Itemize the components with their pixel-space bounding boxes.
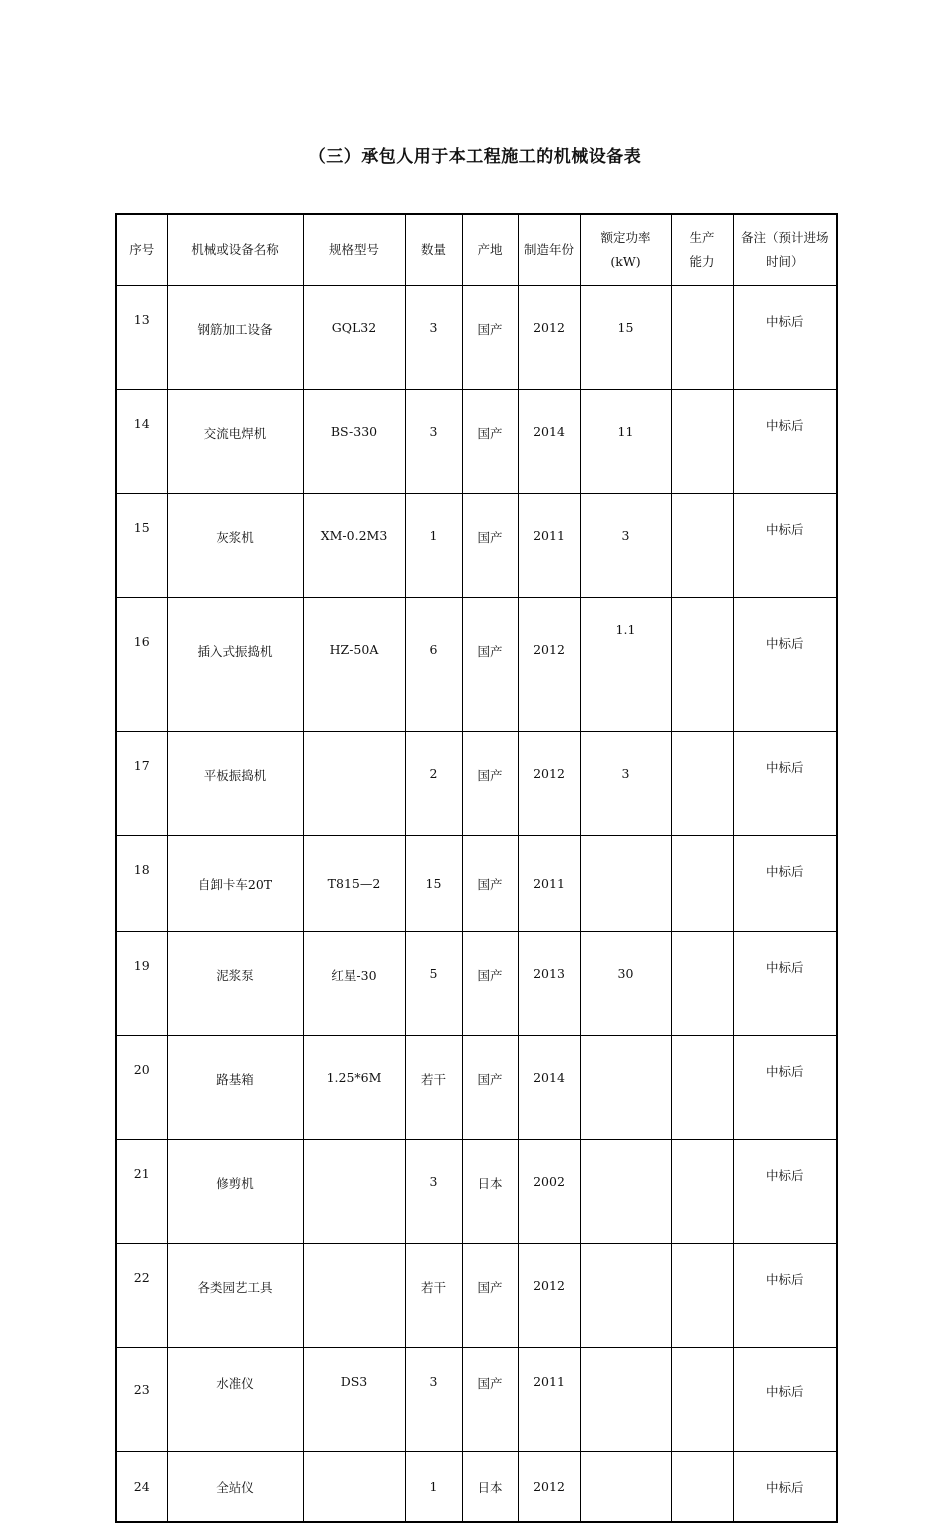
- cell-name: 自卸卡车20T: [167, 836, 303, 932]
- header-capacity-line2: 能力: [689, 254, 715, 269]
- cell-remark: 中标后: [733, 932, 837, 1036]
- cell-seq: 19: [116, 932, 167, 1036]
- cell-model: [303, 732, 405, 836]
- cell-model: GQL32: [303, 286, 405, 390]
- cell-power: 30: [580, 932, 671, 1036]
- cell-seq: 20: [116, 1036, 167, 1140]
- cell-remark: 中标后: [733, 494, 837, 598]
- cell-qty: 15: [405, 836, 462, 932]
- cell-remark: 中标后: [733, 1348, 837, 1452]
- cell-name: 全站仪: [167, 1452, 303, 1523]
- page-title: （三）承包人用于本工程施工的机械设备表: [308, 147, 642, 167]
- cell-origin: 国产: [462, 1036, 518, 1140]
- cell-seq: 21: [116, 1140, 167, 1244]
- cell-year: 2012: [518, 732, 580, 836]
- cell-origin: 日本: [462, 1140, 518, 1244]
- cell-year: 2011: [518, 1348, 580, 1452]
- cell-capacity: [671, 1036, 733, 1140]
- cell-origin: 国产: [462, 1348, 518, 1452]
- cell-power: [580, 1348, 671, 1452]
- cell-year: 2013: [518, 932, 580, 1036]
- cell-model: 1.25*6M: [303, 1036, 405, 1140]
- cell-capacity: [671, 732, 733, 836]
- cell-seq: 23: [116, 1348, 167, 1452]
- cell-name: 平板振捣机: [167, 732, 303, 836]
- cell-seq: 16: [116, 598, 167, 732]
- cell-power: 11: [580, 390, 671, 494]
- cell-remark: 中标后: [733, 1452, 837, 1523]
- cell-capacity: [671, 1452, 733, 1523]
- cell-power: [580, 836, 671, 932]
- cell-seq: 14: [116, 390, 167, 494]
- cell-qty: 6: [405, 598, 462, 732]
- table-row: [116, 598, 837, 732]
- cell-name: 灰浆机: [167, 494, 303, 598]
- cell-year: 2012: [518, 1244, 580, 1348]
- cell-model: DS3: [303, 1348, 405, 1452]
- table-row: [116, 286, 837, 390]
- header-row: [116, 214, 837, 286]
- cell-name: 水准仪: [167, 1348, 303, 1452]
- cell-origin: 国产: [462, 836, 518, 932]
- header-power-line1: 额定功率: [600, 230, 651, 245]
- cell-origin: 国产: [462, 494, 518, 598]
- table-row: [116, 494, 837, 598]
- cell-seq: 18: [116, 836, 167, 932]
- table-row: [116, 390, 837, 494]
- cell-qty: 1: [405, 494, 462, 598]
- header-origin: 产地: [462, 214, 518, 286]
- cell-year: 2014: [518, 390, 580, 494]
- cell-capacity: [671, 1348, 733, 1452]
- cell-year: 2002: [518, 1140, 580, 1244]
- cell-capacity: [671, 1244, 733, 1348]
- cell-capacity: [671, 286, 733, 390]
- header-capacity: [671, 214, 733, 286]
- header-capacity-line1: 生产: [689, 230, 715, 245]
- cell-remark: 中标后: [733, 1140, 837, 1244]
- cell-year: 2012: [518, 286, 580, 390]
- cell-name: 钢筋加工设备: [167, 286, 303, 390]
- header-power-line2: (kW): [610, 254, 641, 269]
- cell-name: 路基箱: [167, 1036, 303, 1140]
- cell-remark: 中标后: [733, 836, 837, 932]
- cell-power: [580, 1452, 671, 1523]
- cell-seq: 22: [116, 1244, 167, 1348]
- cell-qty: 3: [405, 1348, 462, 1452]
- table-row: [116, 1244, 837, 1348]
- cell-power: 3: [580, 732, 671, 836]
- cell-model: HZ-50A: [303, 598, 405, 732]
- cell-seq: 15: [116, 494, 167, 598]
- header-seq: 序号: [116, 214, 167, 286]
- cell-model: [303, 1452, 405, 1523]
- table-row: [116, 732, 837, 836]
- cell-year: 2012: [518, 1452, 580, 1523]
- header-model: 规格型号: [303, 214, 405, 286]
- cell-origin: 国产: [462, 932, 518, 1036]
- cell-model: BS-330: [303, 390, 405, 494]
- cell-power: 1.1: [580, 598, 671, 732]
- table-row: [116, 1348, 837, 1452]
- cell-remark: 中标后: [733, 1244, 837, 1348]
- cell-qty: 若干: [405, 1036, 462, 1140]
- table-row: [116, 1140, 837, 1244]
- cell-qty: 3: [405, 286, 462, 390]
- cell-capacity: [671, 836, 733, 932]
- table-row: [116, 1452, 837, 1523]
- cell-origin: 日本: [462, 1452, 518, 1523]
- cell-capacity: [671, 494, 733, 598]
- cell-origin: 国产: [462, 286, 518, 390]
- cell-qty: 1: [405, 1452, 462, 1523]
- cell-power: [580, 1036, 671, 1140]
- cell-seq: 17: [116, 732, 167, 836]
- cell-model: 红星-30: [303, 932, 405, 1036]
- cell-qty: 若干: [405, 1244, 462, 1348]
- cell-capacity: [671, 932, 733, 1036]
- cell-name: 交流电焊机: [167, 390, 303, 494]
- cell-qty: 3: [405, 390, 462, 494]
- header-remark-line1: 备注（预计进场: [740, 230, 829, 245]
- cell-remark: 中标后: [733, 390, 837, 494]
- header-year: 制造年份: [518, 214, 580, 286]
- cell-origin: 国产: [462, 598, 518, 732]
- cell-power: 15: [580, 286, 671, 390]
- cell-model: [303, 1140, 405, 1244]
- equipment-table: [115, 213, 838, 1523]
- cell-power: [580, 1140, 671, 1244]
- cell-qty: 3: [405, 1140, 462, 1244]
- cell-year: 2012: [518, 598, 580, 732]
- cell-origin: 国产: [462, 732, 518, 836]
- cell-remark: 中标后: [733, 732, 837, 836]
- cell-capacity: [671, 1140, 733, 1244]
- header-name: 机械或设备名称: [167, 214, 303, 286]
- cell-name: 修剪机: [167, 1140, 303, 1244]
- cell-name: 各类园艺工具: [167, 1244, 303, 1348]
- cell-name: 插入式振捣机: [167, 598, 303, 732]
- cell-qty: 2: [405, 732, 462, 836]
- table-row: [116, 932, 837, 1036]
- cell-model: XM-0.2M3: [303, 494, 405, 598]
- cell-remark: 中标后: [733, 1036, 837, 1140]
- cell-origin: 国产: [462, 390, 518, 494]
- header-remark: [733, 214, 837, 286]
- cell-year: 2014: [518, 1036, 580, 1140]
- cell-origin: 国产: [462, 1244, 518, 1348]
- cell-capacity: [671, 390, 733, 494]
- cell-model: [303, 1244, 405, 1348]
- table-row: [116, 1036, 837, 1140]
- cell-year: 2011: [518, 494, 580, 598]
- cell-qty: 5: [405, 932, 462, 1036]
- cell-seq: 13: [116, 286, 167, 390]
- header-power: [580, 214, 671, 286]
- header-qty: 数量: [405, 214, 462, 286]
- cell-remark: 中标后: [733, 598, 837, 732]
- cell-capacity: [671, 598, 733, 732]
- cell-model: T815—2: [303, 836, 405, 932]
- cell-remark: 中标后: [733, 286, 837, 390]
- header-remark-line2: 时间）: [765, 254, 804, 269]
- cell-name: 泥浆泵: [167, 932, 303, 1036]
- cell-power: [580, 1244, 671, 1348]
- cell-year: 2011: [518, 836, 580, 932]
- cell-power: 3: [580, 494, 671, 598]
- cell-seq: 24: [116, 1452, 167, 1523]
- table-row: [116, 836, 837, 932]
